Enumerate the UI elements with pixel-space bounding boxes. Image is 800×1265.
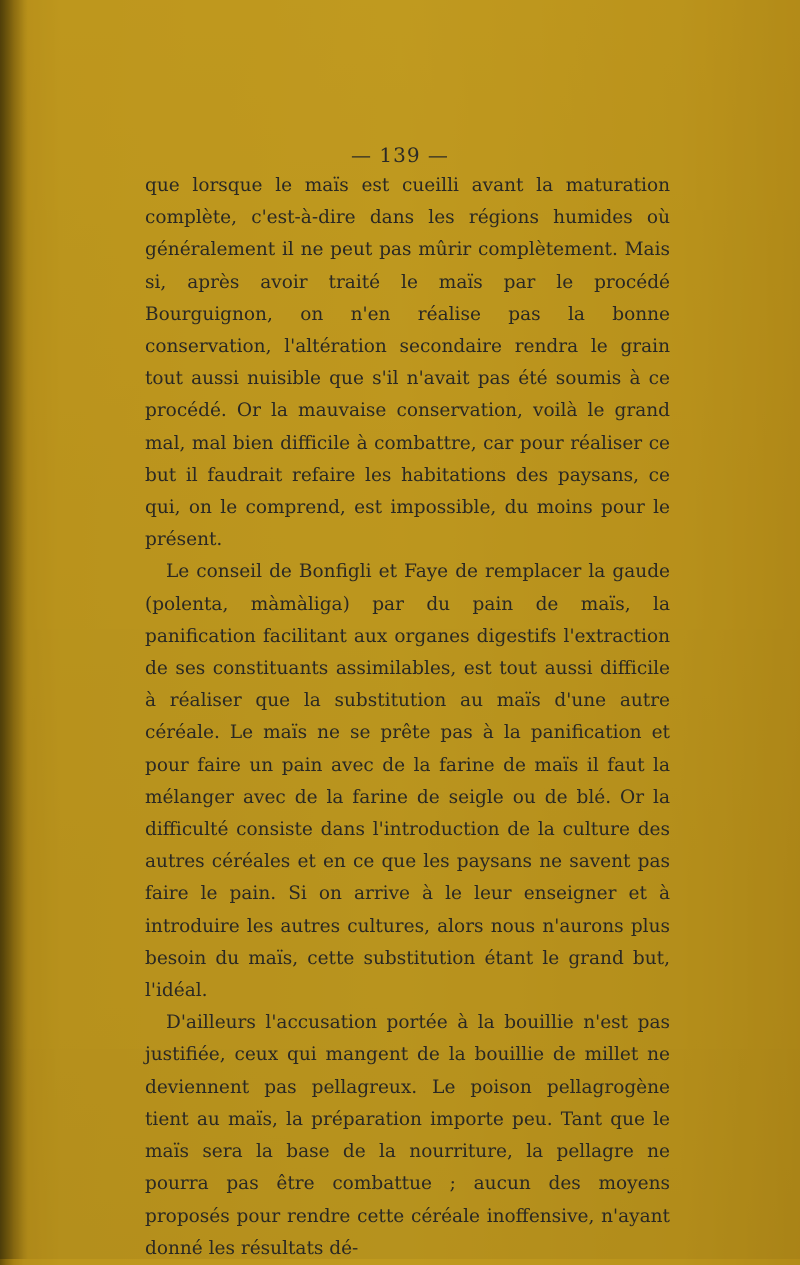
paragraph-2: Le conseil de Bonfigli et Faye de remplacer la gaude (polenta, màmàliga) par du pain de maïs, la panification facilitant aux organes digestifs l'extraction de ses constituants assimilables, est tout aussi difficile à réaliser que la substitution au maïs d'une autre céréale. Le maïs ne se prête pas à la panification et pour faire un pain avec de la farine de maïs il faut la mélanger avec de la farine de seigle ou de blé. Or la difficulté consiste dans l'introduction de la culture des autres céréales et en ce que les paysans ne savent pas faire le pain. Si on arrive à le leur enseigner et à introduire les autres cultures, alors nous n'aurons plus besoin du maïs, cette substitution étant le grand but, l'idéal.: [145, 561, 670, 1002]
paragraph-1: que lorsque le maïs est cueilli avant la maturation complète, c'est-à-dire dans les régions humides où généralement il ne peut pas mûrir complètement. Mais si, après avoir traité le maïs par le procédé Bourguignon, on n'en réalise pas la bonne conservation, l'altération secondaire rendra le grain tout aussi nuisible que s'il n'avait pas été soumis à ce procédé. Or la mauvaise conservation, voilà le grand mal, mal bien difficile à combattre, car pour réaliser ce but il faudrait refaire les habitations des paysans, ce qui, on le comprend, est impossible, du moins pour le présent.: [145, 175, 670, 551]
body-text: [145, 170, 670, 1265]
page-number: — 139 —: [351, 143, 449, 167]
paragraph-3: D'ailleurs l'accusation portée à la bouillie n'est pas justifiée, ceux qui mangent de la bouillie de millet ne deviennent pas pellagreux. Le poison pellagrogène tient au maïs, la préparation importe peu. Tant que le maïs sera la base de la nourriture, la pellagre ne pourra pas être combattue ; aucun des moyens proposés pour rendre cette céréale inoffensive, n'ayant donné les résultats dé-: [145, 1012, 670, 1259]
